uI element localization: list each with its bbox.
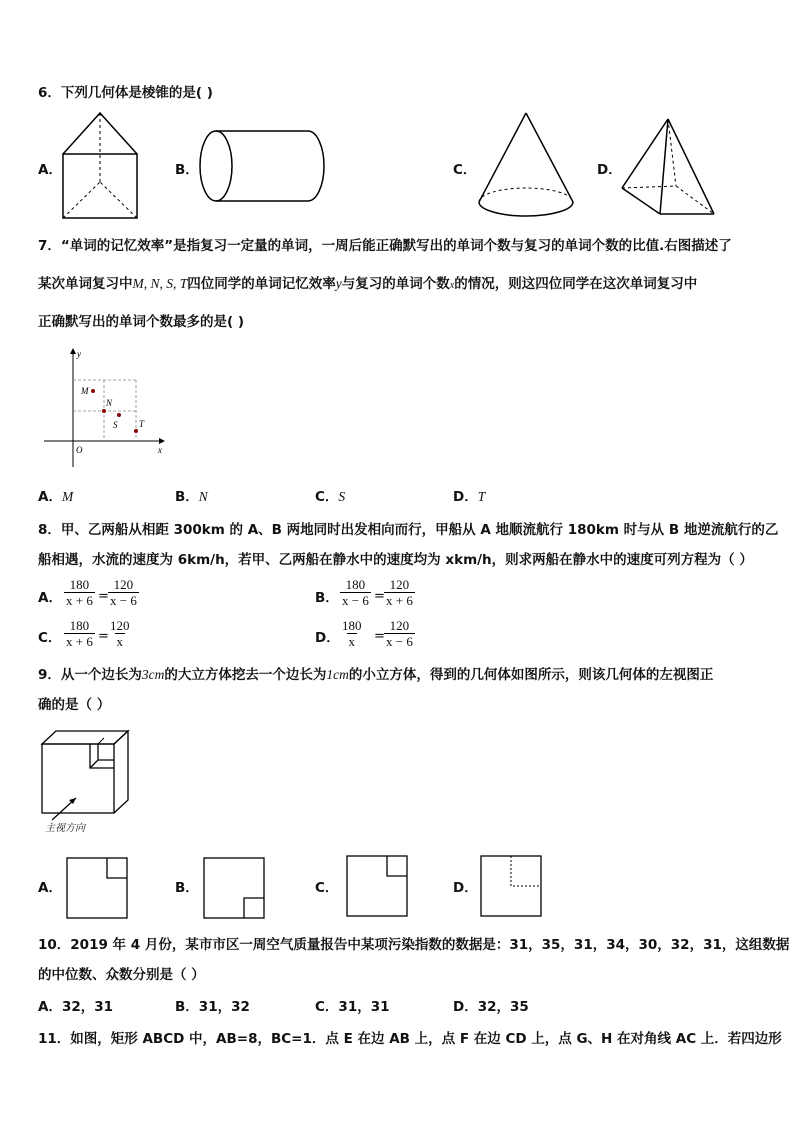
q8-b-frac2 <box>384 577 415 608</box>
q7-option-d <box>453 488 485 506</box>
graph-x-label: x <box>158 445 162 455</box>
q7-line2-vars: M, N, S, T <box>132 276 188 291</box>
point-s <box>117 413 121 417</box>
q8-c-d1: x + 6 <box>66 634 93 649</box>
q9-line1-mid: 的大立方体挖去一个边长为 <box>164 667 327 683</box>
graph-s-label: S <box>113 420 118 430</box>
q7-line2-y: y <box>335 276 342 291</box>
q8-d-frac2 <box>384 618 415 649</box>
q7-line2-pre: 某次单词复习中 <box>38 276 133 292</box>
cylinder-figure <box>198 128 328 206</box>
q8-a-n1: 180 <box>69 577 90 592</box>
q9-option-b-view <box>203 857 265 919</box>
cone-figure <box>474 110 582 220</box>
q7-option-b-label: B． <box>175 489 199 505</box>
q9-option-d-label: D． <box>453 880 478 896</box>
q10-option-a-label: A． <box>38 999 62 1015</box>
q9-line1-pre: 9．从一个边长为 <box>38 667 142 683</box>
graph-n-label: N <box>106 398 113 408</box>
q8-b-d2: x + 6 <box>386 593 413 608</box>
q8-a-frac1 <box>64 577 95 608</box>
q8-b-n2: 120 <box>389 577 410 592</box>
q10-option-d <box>453 998 529 1016</box>
q7-line1: 7．“单词的记忆效率”是指复习一定量的单词，一周后能正确默写出的单词个数与复习的单词个数的比值.右图描述了 <box>38 238 732 254</box>
q9-option-b-label: B． <box>175 880 199 896</box>
q8-d-frac1 <box>340 618 364 649</box>
q9-line1-post: 的小立方体，得到的几何体如图所示，则该几何体的左视图正 <box>348 667 714 683</box>
q8-c-eq: = <box>98 629 109 644</box>
q8-option-d-label: D． <box>315 630 340 646</box>
q8-a-frac2 <box>108 577 139 608</box>
q7-option-a <box>38 488 73 506</box>
q7-option-a-label: A． <box>38 489 62 505</box>
q10-option-c <box>315 998 390 1016</box>
q8-a-d1: x + 6 <box>66 593 93 608</box>
q8-a-d2: x − 6 <box>110 593 137 608</box>
point-t <box>134 429 138 433</box>
q8-line2: 船相遇，水流的速度为 6km/h，若甲、乙两船在静水中的速度均为 xkm/h，则求两船在静水中的速度可列方程为（ ） <box>38 552 753 568</box>
q8-d-n2: 120 <box>389 618 410 633</box>
q10-option-c-label: C． <box>315 999 339 1015</box>
q8-option-c-label: C． <box>38 630 62 646</box>
q8-b-d1: x − 6 <box>342 593 369 608</box>
q7-option-d-label: D． <box>453 489 478 505</box>
q9-option-d-view <box>480 855 542 917</box>
q8-c-frac1 <box>64 618 95 649</box>
q7-coordinate-graph <box>38 345 168 470</box>
q9-line1 <box>38 666 713 684</box>
q7-option-d-value: T <box>477 489 486 504</box>
q9-small-size: 1cm <box>326 667 349 682</box>
q7-option-b-value: N <box>198 489 208 504</box>
point-m <box>91 389 95 393</box>
q8-b-n1: 180 <box>345 577 366 592</box>
q7-option-a-value: M <box>61 489 74 504</box>
q8-b-eq: = <box>374 589 385 604</box>
q10-option-a <box>38 998 113 1016</box>
q8-option-a-label: A． <box>38 590 62 606</box>
q7-line2-mid: 四位同学的单词记忆效率 <box>187 276 336 292</box>
q8-c-n1: 180 <box>69 618 90 633</box>
q9-option-a-view <box>66 857 128 919</box>
q6-option-b-label: B． <box>175 162 199 178</box>
q7-option-c <box>315 488 345 506</box>
q7-line2 <box>38 275 697 295</box>
q9-line2: 确的是（ ） <box>38 697 111 713</box>
q8-a-n2: 120 <box>113 577 134 592</box>
graph-origin-label: O <box>76 445 83 455</box>
prism-figure <box>60 110 142 222</box>
q9-option-c-view <box>346 855 408 917</box>
q6-option-c-label: C． <box>453 162 477 178</box>
q10-option-b <box>175 998 250 1016</box>
q10-option-d-label: D． <box>453 999 478 1015</box>
q6-option-d-label: D． <box>597 162 622 178</box>
q8-c-n2: 120 <box>110 618 130 633</box>
graph-y-label: y <box>77 349 81 359</box>
graph-m-label: M <box>81 386 89 396</box>
q8-a-eq: = <box>98 589 109 604</box>
q8-c-d2: x <box>116 634 123 649</box>
q10-option-d-value: 32，35 <box>477 999 529 1015</box>
q7-line2-x: x <box>449 280 455 291</box>
q7-line2-post: 的情况，则这四位同学在这次单词复习中 <box>454 276 698 292</box>
q9-option-c-label: C． <box>315 880 339 896</box>
q8-line1: 8．甲、乙两船从相距 300km 的 A、B 两地同时出发相向而行，甲船从 A 地顺流航行 180km 时与从 B 地逆流航行的乙 <box>38 522 779 538</box>
q10-option-a-value: 32，31 <box>61 999 114 1015</box>
q7-option-c-label: C． <box>315 489 339 505</box>
q8-d-n1: 180 <box>342 618 362 633</box>
pyramid-figure <box>618 116 718 220</box>
q7-option-c-value: S <box>338 489 346 504</box>
q10-line1: 10．2019 年 4 月份，某市市区一周空气质量报告中某项污染指数的数据是：31，35，31，34，30，32，31，这组数据 <box>38 937 790 953</box>
q8-c-frac2 <box>108 618 132 649</box>
point-n <box>102 409 106 413</box>
q9-view-direction-caption: 主视方向 <box>45 823 85 834</box>
q9-option-a-label: A． <box>38 880 62 896</box>
q9-big-size: 3cm <box>141 667 165 682</box>
q7-line2-mid2: 与复习的单词个数 <box>341 276 450 292</box>
q7-option-b <box>175 488 208 506</box>
q10-line2: 的中位数、众数分别是（ ） <box>38 967 205 983</box>
q10-option-c-value: 31，31 <box>338 999 390 1015</box>
q8-d-eq: = <box>374 629 385 644</box>
q8-d-d1: x <box>348 634 355 649</box>
q8-option-b-label: B． <box>315 590 339 606</box>
q6-option-a-label: A． <box>38 162 62 178</box>
q8-b-frac1 <box>340 577 371 608</box>
graph-t-label: T <box>139 419 145 429</box>
q10-option-b-label: B． <box>175 999 199 1015</box>
q11-line1: 11．如图，矩形 ABCD 中，AB=8，BC=1．点 E 在边 AB 上，点 F 在边 CD 上，点 G、H 在对角线 AC 上．若四边形 <box>38 1031 782 1047</box>
q6-stem: 6．下列几何体是棱锥的是( ) <box>38 85 213 101</box>
q8-d-d2: x − 6 <box>386 634 413 649</box>
q10-option-b-value: 31，32 <box>198 999 250 1015</box>
q7-line3: 正确默写出的单词个数最多的是( ) <box>38 314 245 330</box>
